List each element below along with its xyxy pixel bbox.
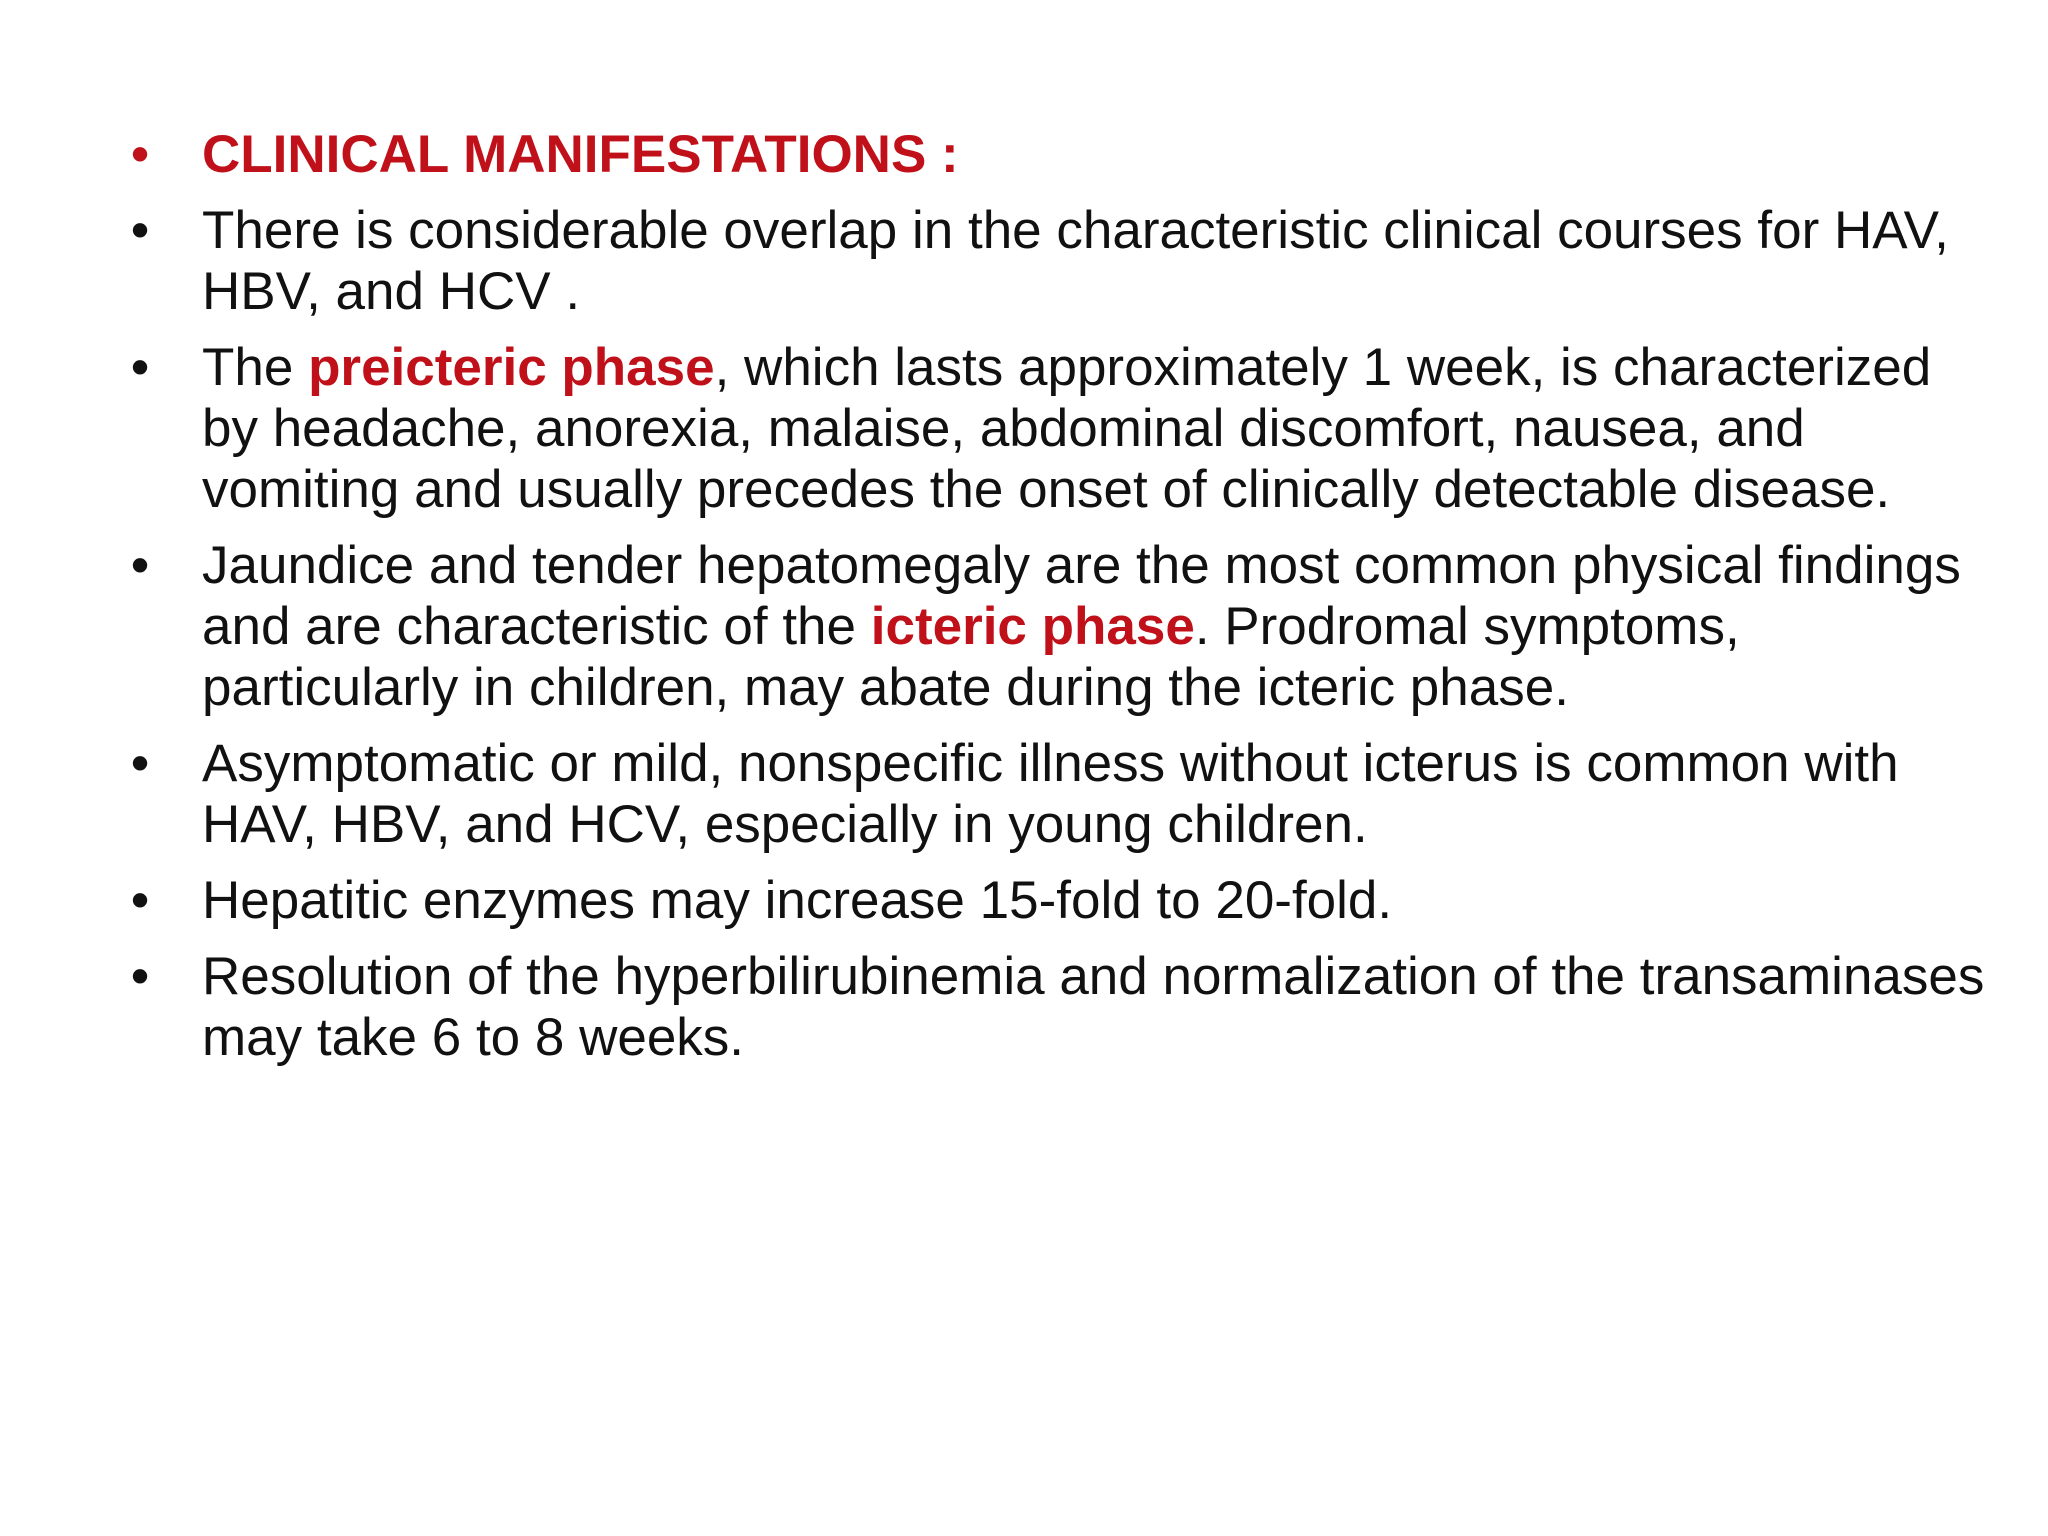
- item-text: Asymptomatic or mild, nonspecific illness without icterus is common with HAV, HBV, and HCV, especially in young children.: [202, 734, 1899, 854]
- bullet-icon: •: [130, 338, 150, 397]
- list-item: [116, 200, 1996, 322]
- bullet-icon: •: [130, 871, 150, 930]
- list-item-heading: [116, 124, 1996, 185]
- section-heading: CLINICAL MANIFESTATIONS :: [202, 125, 959, 184]
- list-item: [116, 733, 1996, 855]
- item-text-before: Jaundice and tender hepatomegaly are the most common physical findings and are characteristic of the: [202, 536, 1961, 656]
- list-item: [116, 870, 1996, 931]
- bullet-icon: •: [130, 947, 150, 1006]
- highlight-term: preicteric phase: [308, 338, 715, 397]
- item-text: Resolution of the hyperbilirubinemia and normalization of the transaminases may take 6 to 8 weeks.: [202, 947, 1985, 1067]
- bullet-icon: •: [130, 536, 150, 595]
- item-text-after: . Prodromal symptoms, particularly in children, may abate during the icteric phase.: [202, 597, 1740, 717]
- item-text-before: The: [202, 338, 309, 397]
- bullet-icon: •: [130, 201, 150, 260]
- bullet-icon: •: [130, 734, 150, 793]
- item-text: There is considerable overlap in the characteristic clinical courses for HAV, HBV, and HCV .: [202, 201, 1949, 321]
- item-text-after: , which lasts approximately 1 week, is characterized by headache, anorexia, malaise, abdominal discomfort, nausea, and vomiting and usually precedes the onset of clinically detectable disease.: [202, 338, 1932, 519]
- list-item: [116, 337, 1996, 520]
- list-item: [116, 535, 1996, 718]
- bullet-icon: •: [130, 125, 150, 184]
- bullet-list: [116, 124, 1996, 1083]
- item-text: Hepatitic enzymes may increase 15-fold to 20-fold.: [202, 871, 1393, 930]
- list-item: [116, 946, 1996, 1068]
- highlight-term: icteric phase: [870, 597, 1195, 656]
